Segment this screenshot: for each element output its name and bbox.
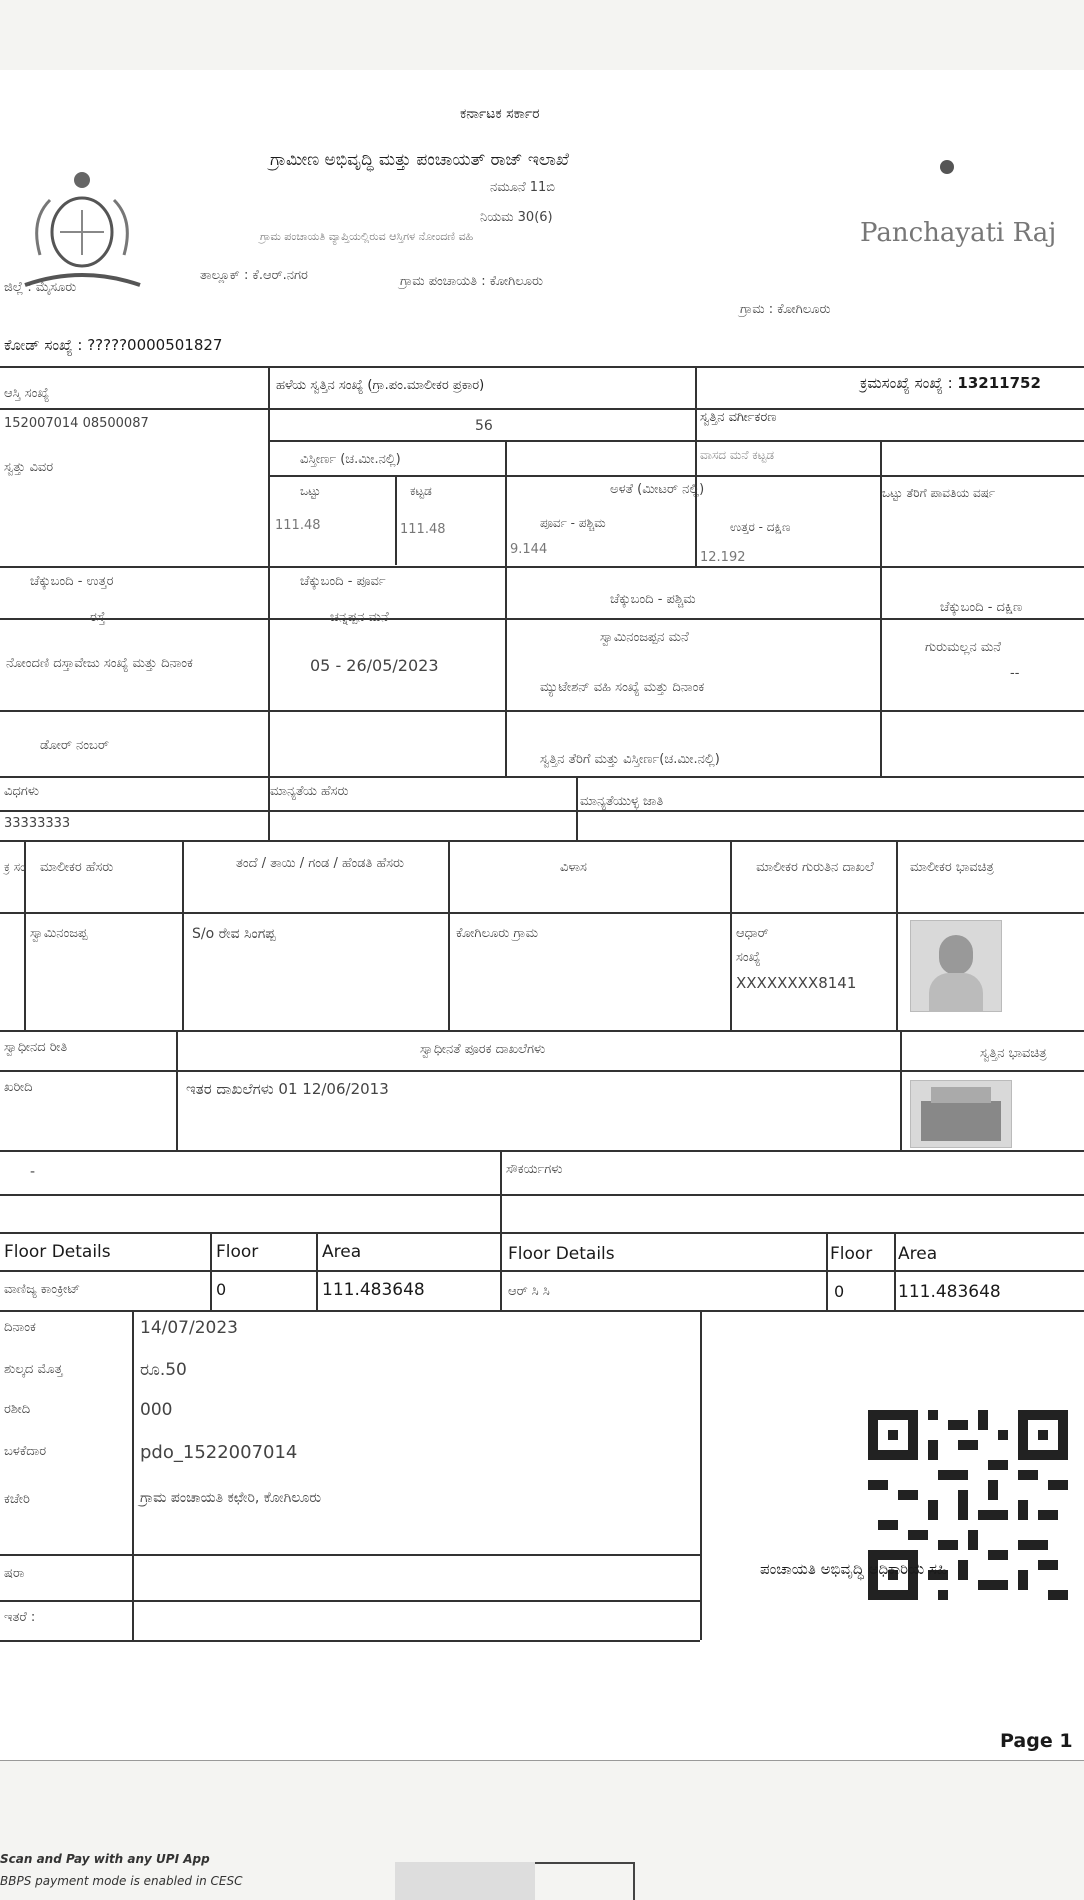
owner-h-photo: ಮಾಲೀಕರ ಭಾವಚಿತ್ರ [910,860,994,875]
east-label: ಚೆಕ್ಕುಬಂದಿ - ಪೂರ್ವ [300,574,386,589]
header-line2: ಗ್ರಾಮೀಣ ಅಭಿವೃದ್ಧಿ ಮತ್ತು ಪಂಚಾಯತ್ ರಾಜ್ ಇಲಾಖೆ [270,150,569,170]
rule [395,475,397,565]
acq-doc-value: ಇತರ ದಾಖಲೆಗಳು 01 12/06/2013 [186,1080,389,1098]
door-label: ಡೋರ್ ನಂಬರ್ [40,738,109,753]
rule [695,366,697,566]
rule [176,1030,178,1150]
side-header: ಅಳತೆ (ಮೀಟರ್ ನಲ್ಲಿ) [610,482,705,497]
tax-label: ಸ್ವತ್ತಿನ ತೆರಿಗೆ ಮತ್ತು ವಿಸ್ತೀರ್ಣ(ಚ.ಮೀ.ನಲ್ಲಿ) [540,752,720,767]
property-type-label: ಸ್ವತ್ತು ವಿವರ [4,460,54,475]
registration-label: ನೋಂದಣಿ ದಸ್ತಾವೇಜು ಸಂಖ್ಯೆ ಮತ್ತು ದಿನಾಂಕ [6,656,193,671]
side-sub2: ಉತ್ತರ - ದಕ್ಷಿಣ [730,520,791,534]
scan-note-1: Scan and Pay with any UPI App [0,1852,210,1866]
rule [500,1150,502,1234]
gp-label: ಗ್ರಾಮ ಪಂಚಾಯತಿ : ಕೋಗಿಲೂರು [400,274,543,289]
owner-address: ಕೋಗಿಲೂರು ಗ್ರಾಮ [456,926,538,941]
footer-fee-value: ರೂ.50 [140,1360,187,1380]
acq-photo-header: ಸ್ವತ್ತಿನ ಭಾವಚಿತ್ರ [980,1046,1047,1061]
owner-id-label: ಸಂಖ್ಯೆ [736,950,761,965]
rule [0,810,1084,812]
owner-h-address: ವಿಳಾಸ [560,860,587,875]
rule [0,1640,700,1642]
extra-id-value: 33333333 [4,816,71,831]
lower-box-fill [395,1862,535,1900]
owner-id-type: ಆಧಾರ್ [736,926,769,941]
mutation-value: -- [1010,666,1020,681]
rule [0,776,1084,778]
total-header: ಒಟ್ಟು ತೆರಿಗೆ ಪಾವತಿಯ ವರ್ಷ [882,486,996,500]
floor-right-h-area: Area [898,1244,938,1264]
side-value1: 9.144 [510,542,548,557]
footer-remarks2-label: ಇತರೆ : [4,1610,36,1625]
footer-signature: ಪಂಚಾಯತಿ ಅಭಿವೃದ್ಧಿ ಅಧಿಕಾರಿಯ ಸಹಿ [760,1560,948,1578]
rule [0,566,1084,568]
side-value2: 12.192 [700,550,746,565]
rule [505,440,507,776]
rule [700,1310,702,1640]
south-label: ಚೆಕ್ಕುಬಂದಿ - ದಕ್ಷಿಣ [940,600,1023,615]
floor-left-floor: 0 [216,1280,227,1299]
serial-line: ಕ್ರಮಸಂಖ್ಯೆ ಸಂಖ್ಯೆ : 13211752 [860,374,1041,392]
rule [0,840,1084,842]
rule [900,1030,902,1150]
rule [730,840,732,1030]
owner-id-number: XXXXXXXX8141 [736,974,857,992]
extra-id-label: ಮಾನ್ಯತೆಯ ಹೆಸರು [270,784,349,799]
rule [0,1030,1084,1032]
floor-left-h-details: Floor Details [4,1242,111,1262]
brand-text: Panchayati Raj [860,218,1057,248]
property-id-value: 152007014 08500087 [4,416,149,431]
owner-name: ಸ್ವಾಮಿನಂಜಪ್ಪ [30,926,88,941]
footer-remarks-label: ಷರಾ [4,1566,25,1581]
rule [894,1232,896,1310]
dims-value2: 111.48 [400,522,446,537]
property-no-value: 56 [475,418,493,434]
rule [0,366,1084,368]
rule [270,440,1084,442]
footer-receipt-label: ರಶೀದಿ [4,1402,31,1417]
rule [500,1232,502,1310]
rule [448,840,450,1030]
property-type-header: ಸ್ವತ್ತಿನ ವರ್ಗೀಕರಣ [700,410,777,425]
rule [576,776,578,840]
mutation-label: ಮ್ಯುಟೇಶನ್ ವಹಿ ಸಂಖ್ಯೆ ಮತ್ತು ದಿನಾಂಕ [540,680,705,695]
floor-right-h-details: Floor Details [508,1244,615,1264]
rule [826,1232,828,1310]
owner-h-name: ಮಾಲೀಕರ ಹೆಸರು [40,860,114,875]
rule [316,1232,318,1310]
dims-header: ವಿಸ್ತೀರ್ಣ (ಚ.ಮೀ.ನಲ್ಲಿ) [300,452,401,467]
owner-h-sl: ಕ್ರ ಸಂ [4,860,26,874]
footer-date-label: ದಿನಾಂಕ [4,1320,36,1335]
floor-right-area: 111.483648 [898,1282,1001,1302]
brand-logo-icon [940,160,954,174]
acq-label2: ಖರೀದಿ [4,1080,33,1095]
rule [0,1150,1084,1152]
rule [0,1554,700,1556]
property-type-value: ವಾಸದ ಮನೆ ಕಟ್ಟಡ [700,448,775,462]
floor-right-h-floor: Floor [830,1244,873,1264]
village-label: ಗ್ರಾಮ : ಕೋಗಿಲೂರು [740,302,831,317]
rule [270,475,1084,477]
side-sub1: ಪೂರ್ವ - ಪಶ್ಚಿಮ [540,516,606,530]
footer-receipt-value: 000 [140,1400,173,1420]
floor-left-details: ವಾಣಿಜ್ಯ ಕಾಂಕ್ರೀಟ್ [4,1282,81,1297]
header-line1: ಕರ್ನಾಟಕ ಸರ್ಕಾರ [460,106,540,122]
rule [268,366,270,840]
registration-value: 05 - 26/05/2023 [310,656,439,675]
header-line5: ಗ್ರಾಮ ಪಂಚಾಯತಿ ವ್ಯಾಪ್ತಿಯಲ್ಲಿರುವ ಆಸ್ತಿಗಳ ನೋಂದಣಿ ವಹಿ [260,230,474,243]
rule [0,1194,1084,1196]
header-line4: ನಿಯಮ 30(6) [480,210,553,225]
east-value: ಚನ್ನಪ್ಪನ ಮನೆ [330,610,389,625]
code-line: ಕೋಡ್ ಸಂಖ್ಯೆ : ?????0000501827 [4,336,223,354]
taluk-label: ತಾಲ್ಲೂಕ್ : ಕೆ.ಆರ್.ನಗರ [200,268,308,283]
extra-type-label: ವಿಧಗಳು [4,784,40,799]
rule [0,710,1084,712]
dims-sub1: ಒಟ್ಟು [300,484,321,498]
district-label: ಜಿಲ್ಲೆ : ಮೈಸೂರು [4,280,77,295]
rule [182,840,184,1030]
footer-user-value: pdo_1522007014 [140,1442,298,1463]
extra-right-label: ಮಾನ್ಯತೆಯುಳ್ಳ ಜಾತಿ [580,794,664,809]
floor-left-h-area: Area [322,1242,362,1262]
scan-note-2: BBPS payment mode is enabled in CESC [0,1874,243,1888]
rule [132,1310,134,1640]
rule [0,1760,1084,1761]
footer-user-label: ಬಳಕೆದಾರ [4,1444,47,1459]
property-photo [910,1080,1012,1148]
rule [0,1270,1084,1272]
rule [210,1232,212,1310]
floor-left-area: 111.483648 [322,1280,425,1300]
property-id-label: ಆಸ್ತಿ ಸಂಖ್ಯೆ [4,386,50,401]
rule [0,1232,1084,1234]
page-number: Page 1 [1000,1730,1073,1752]
footer-office-label: ಕಚೇರಿ [4,1492,30,1507]
west-value: ಸ್ವಾಮಿನಂಜಪ್ಪನ ಮನೆ [600,630,689,645]
rule [0,912,1084,914]
property-no-header: ಹಳೆಯ ಸ್ವತ್ತಿನ ಸಂಖ್ಯೆ (ಗ್ರಾ.ಪಂ.ಮಾಲೀಕರ ಪ್ರಕಾರ) [276,378,485,393]
dims-sub2: ಕಟ್ಟಡ [410,484,432,498]
rule [0,408,1084,410]
floor-right-floor: 0 [834,1282,845,1301]
owner-h-relation: ತಂದೆ / ತಾಯಿ / ಗಂಡ / ಹೆಂಡತಿ ಹೆಸರು [235,856,405,871]
rule [0,1310,1084,1312]
rule [0,1600,700,1602]
west-label: ಚೆಕ್ಕುಬಂದಿ - ಪಶ್ಚಿಮ [610,592,696,607]
owner-relation: S/o ರೇವ ಸಿಂಗಪ್ಪ [192,926,276,942]
dims-value1: 111.48 [275,518,321,533]
rule [0,1070,1084,1072]
floor-left-h-floor: Floor [216,1242,259,1262]
owner-photo [910,920,1002,1012]
header-line3: ನಮೂನೆ 11ಬಿ [490,180,556,195]
facilities-title: ಸೌಕರ್ಯಗಳು [506,1162,563,1177]
south-value: ಗುರುಮಲ್ಲನ ಮನೆ [925,640,1001,655]
rule [0,618,1084,620]
owner-h-id: ಮಾಲೀಕರ ಗುರುತಿನ ದಾಖಲೆ [756,860,874,875]
north-value: ರಸ್ತೆ [90,610,106,625]
document-page [0,70,1084,1760]
footer-fee-label: ಶುಲ್ಕದ ಮೊತ್ತ [4,1362,63,1377]
floor-right-details: ಆರ್ ಸಿ ಸಿ [508,1284,550,1299]
north-label: ಚೆಕ್ಕುಬಂದಿ - ಉತ್ತರ [30,574,114,589]
facilities-dash: - [30,1164,36,1180]
acq-doc-header: ಸ್ವಾಧೀನತೆ ಪೂರಕ ದಾಖಲೆಗಳು [420,1042,546,1057]
footer-office-value: ಗ್ರಾಮ ಪಂಚಾಯತಿ ಕಛೇರಿ, ಕೋಗಿಲೂರು [140,1490,322,1506]
rule [896,840,898,1030]
footer-date-value: 14/07/2023 [140,1318,238,1338]
acq-label: ಸ್ವಾಧೀನದ ರೀತಿ [4,1040,68,1055]
